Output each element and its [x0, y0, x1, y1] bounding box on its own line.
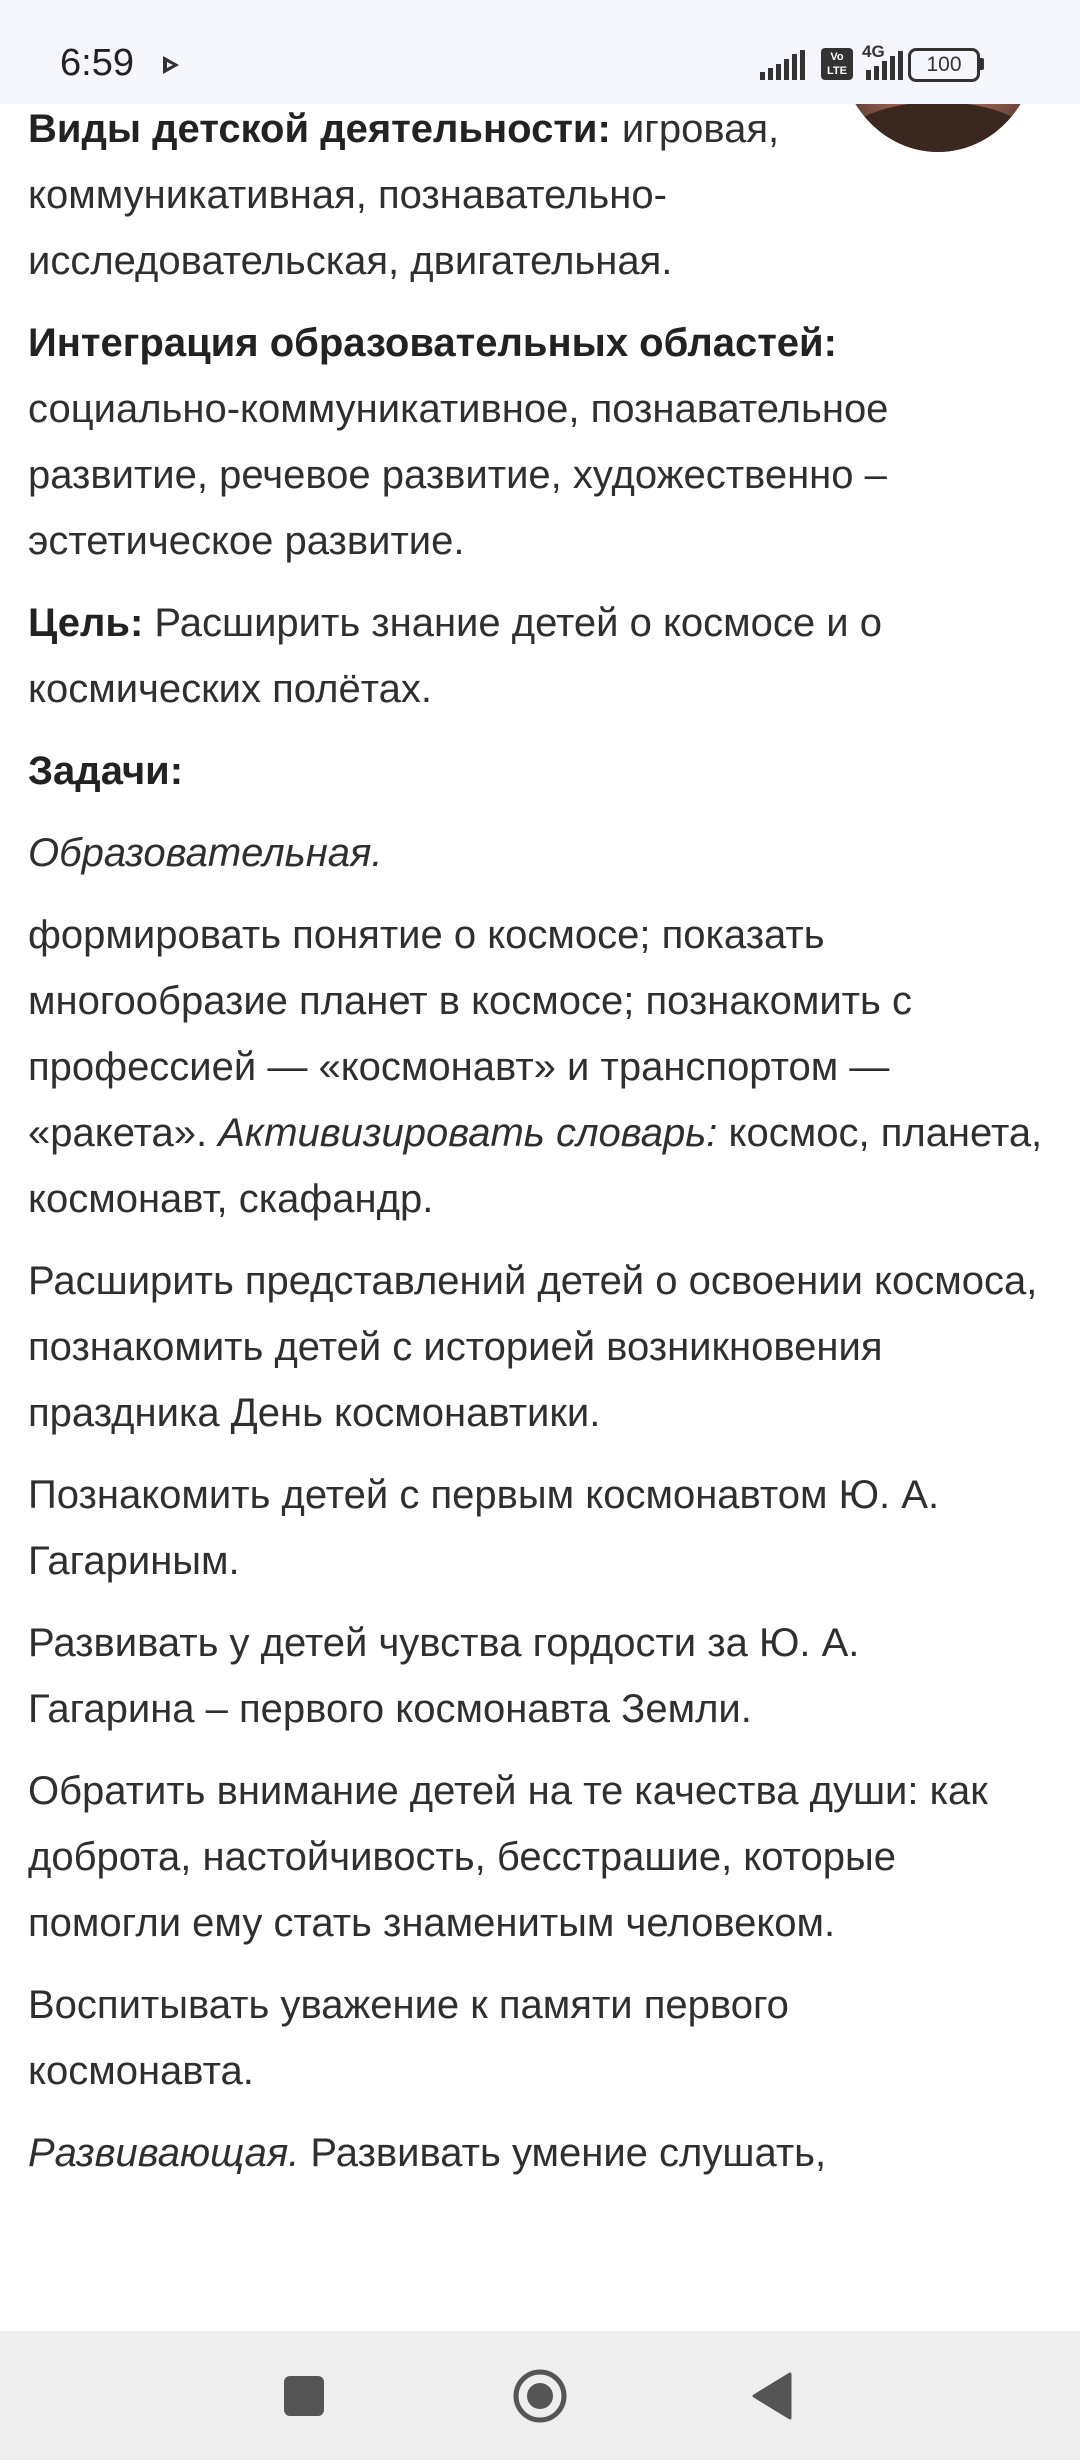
goal-text: Расширить знание детей о космосе и о космических полётах. [28, 601, 882, 711]
navigation-bar [0, 2331, 1080, 2460]
recents-button[interactable] [244, 2331, 364, 2460]
network-type-label: 4G [862, 42, 885, 61]
goal-label: Цель: [28, 601, 144, 645]
battery-icon [908, 48, 980, 82]
vocabulary-label: Активизировать словарь: [218, 1111, 718, 1155]
tasks-label: Задачи: [28, 749, 184, 793]
paragraph-history [28, 1248, 1052, 1446]
integration-text: социально-коммуникативное, познавательное развитие, речевое развитие, художественно – эстетическое развитие. [28, 387, 889, 563]
square-icon [283, 2375, 325, 2417]
paragraph-respect [28, 1972, 928, 2104]
article-content [28, 96, 1052, 2202]
volte-label: Vo LTE [827, 51, 847, 77]
paragraph-pride [28, 1610, 1008, 1742]
back-triangle-icon [750, 2372, 794, 2420]
activities-label: Виды детской деятельности: [28, 107, 611, 151]
paragraph-developing [28, 2120, 1052, 2186]
pride-text: Развивать у детей чувства гордости за Ю. А. Гагарина – первого космонавта Земли. [28, 1621, 860, 1731]
activities-text: игровая, коммуникативная, познавательно-исследовательская, двигательная. [28, 107, 780, 283]
back-button[interactable] [712, 2331, 832, 2460]
paragraph-educational-tasks [28, 902, 1048, 1232]
respect-text: Воспитывать уважение к памяти первого космонавта. [28, 1983, 789, 2093]
educational-label: Образовательная. [28, 831, 383, 875]
paragraph-goal [28, 590, 1018, 722]
circle-home-icon [512, 2368, 568, 2424]
gagarin-text: Познакомить детей с первым космонавтом Ю. А. Гагариным. [28, 1473, 940, 1583]
developing-text: Развивать умение слушать, [299, 2131, 827, 2175]
signal-icon [760, 50, 808, 80]
paragraph-gagarin [28, 1462, 1058, 1594]
status-bar [0, 0, 1080, 104]
qualities-text: Обратить внимание детей на те качества души: как доброта, настойчивость, бесстрашие, которые помогли ему стать знаменитым человеком. [28, 1769, 988, 1945]
developing-label: Развивающая. [28, 2131, 300, 2175]
status-time: 6:59 [60, 42, 134, 84]
paragraph-qualities [28, 1758, 1028, 1956]
battery-level: 100 [926, 53, 962, 76]
integration-label: Интеграция образовательных областей: [28, 321, 837, 365]
history-text: Расширить представлений детей о освоении космоса, познакомить детей с историей возникновения праздника День космонавтики. [28, 1259, 1038, 1435]
paragraph-tasks [28, 738, 1052, 804]
paragraph-activities [28, 96, 828, 294]
paragraph-educational [28, 820, 1052, 886]
home-button[interactable] [480, 2331, 600, 2460]
battery-tip [980, 58, 984, 70]
educational-text-b: космос, планета, космонавт, скафандр. [28, 1111, 1043, 1221]
play-store-icon [160, 54, 182, 76]
educational-text-a: формировать понятие о космосе; показать многообразие планет в космосе; познакомить с профессией — «космонавт» и транспортом — «ракета». [28, 913, 912, 1155]
volte-icon [821, 48, 853, 80]
paragraph-integration [28, 310, 1018, 574]
